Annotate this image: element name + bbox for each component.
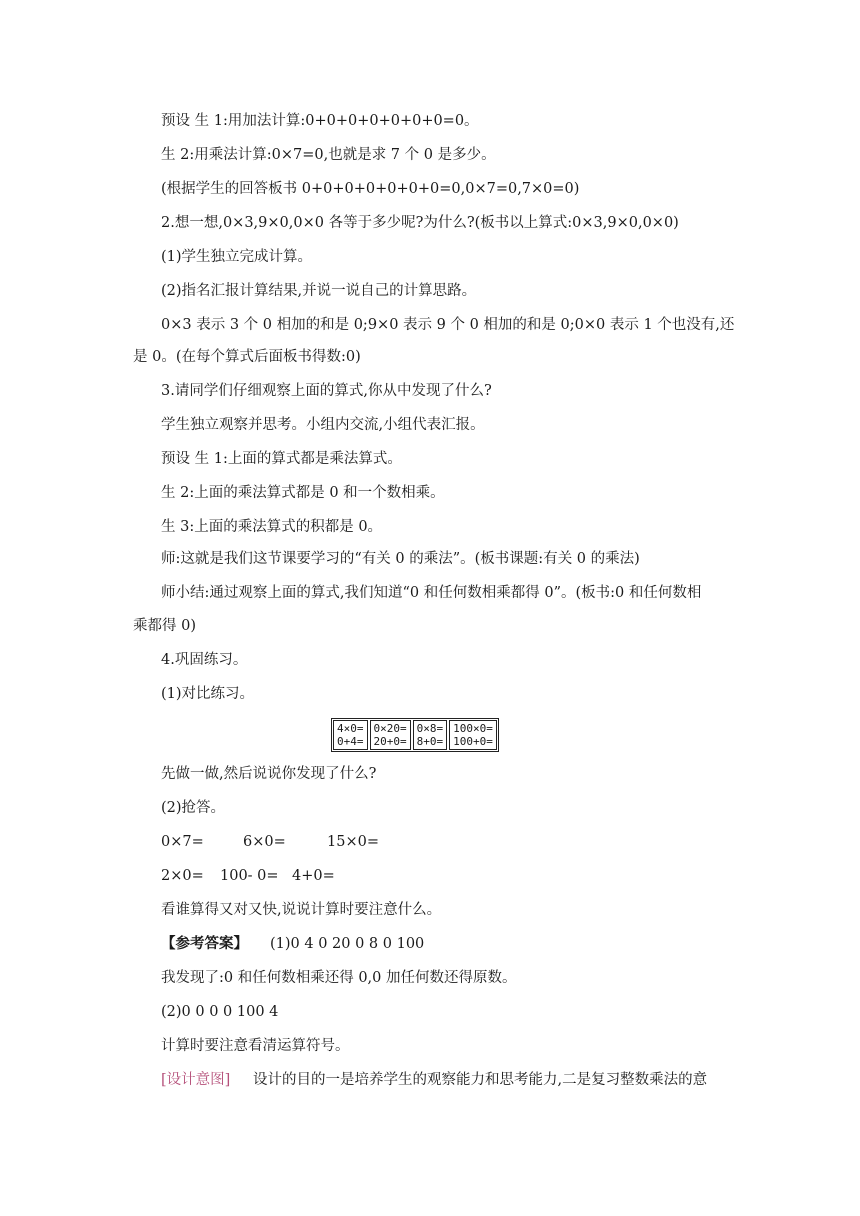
text-line: 4.巩固练习。: [161, 652, 248, 668]
text-line: 是 0。(在每个算式后面板书得数:0): [133, 349, 361, 365]
exercise-box: [333, 720, 368, 750]
text-line: 预设 生 1:用加法计算:0+0+0+0+0+0+0=0。: [161, 113, 479, 129]
exercise-box: [449, 720, 497, 750]
text-line: 师:这就是我们这节课要学习的“有关 0 的乘法”。(板书课题:有关 0 的乘法): [161, 551, 640, 567]
text-line: 3.请同学们仔细观察上面的算式,你从中发现了什么?: [161, 383, 492, 399]
text-line: 学生独立观察并思考。小组内交流,小组代表汇报。: [161, 417, 485, 433]
exercise-box: [413, 720, 448, 750]
box-top: 4×0=: [337, 722, 364, 735]
text-line: 师小结:通过观察上面的算式,我们知道“0 和任何数相乘都得 0”。(板书:0 和任何数相: [161, 585, 702, 601]
text-line: (1)对比练习。: [161, 686, 255, 702]
box-bottom: 0+4=: [337, 735, 364, 748]
text-line: (1)学生独立完成计算。: [161, 249, 313, 265]
text-line: 我发现了:0 和任何数相乘还得 0,0 加任何数还得原数。: [161, 970, 517, 986]
text-line: 生 2:用乘法计算:0×7=0,也就是求 7 个 0 是多少。: [161, 147, 496, 163]
design-intent-text: 设计的目的一是培养学生的观察能力和思考能力,二是复习整数乘法的意: [253, 1072, 708, 1088]
text-line: 先做一做,然后说说你发现了什么?: [161, 766, 377, 782]
comparison-exercise-boxes: [331, 718, 499, 752]
text-line: 生 2:上面的乘法算式都是 0 和一个数相乘。: [161, 485, 445, 501]
answer-line: (2)0 0 0 0 100 4: [161, 1004, 279, 1020]
text-line: (根据学生的回答板书 0+0+0+0+0+0+0=0,0×7=0,7×0=0): [161, 181, 580, 197]
answer-line: (1)0 4 0 20 0 8 0 100: [270, 936, 425, 952]
text-line: 2.想一想,0×3,9×0,0×0 各等于多少呢?为什么?(板书以上算式:0×3,9×0,0×0): [161, 215, 679, 231]
text-line: (2)指名汇报计算结果,并说一说自己的计算思路。: [161, 283, 477, 299]
quick-question: 15×0=: [327, 834, 379, 850]
box-top: 100×0=: [453, 722, 493, 735]
text-line: (2)抢答。: [161, 800, 226, 816]
answer-label: 【参考答案】: [161, 935, 248, 952]
box-bottom: 20+0=: [373, 735, 407, 748]
quick-question: 6×0=: [243, 834, 286, 850]
text-line: 计算时要注意看清运算符号。: [161, 1038, 350, 1054]
quick-question: 100- 0=: [220, 868, 279, 884]
text-line: 看谁算得又对又快,说说计算时要注意什么。: [161, 902, 442, 918]
box-top: 0×20=: [373, 722, 407, 735]
box-top: 0×8=: [416, 722, 444, 735]
text-line: 预设 生 1:上面的算式都是乘法算式。: [161, 451, 402, 467]
exercise-box: [370, 720, 411, 750]
quick-question: 4+0=: [292, 868, 335, 884]
quick-question: 0×7=: [161, 834, 204, 850]
quick-question: 2×0=: [161, 868, 204, 884]
box-bottom: 100+0=: [453, 735, 493, 748]
box-bottom: 8+0=: [416, 735, 444, 748]
text-line: 乘都得 0): [133, 618, 196, 634]
text-line: 0×3 表示 3 个 0 相加的和是 0;9×0 表示 9 个 0 相加的和是 0;0×0 表示 1 个也没有,还: [161, 317, 735, 333]
design-intent-label: [设计意图]: [161, 1072, 231, 1088]
text-line: 生 3:上面的乘法算式的积都是 0。: [161, 519, 383, 535]
